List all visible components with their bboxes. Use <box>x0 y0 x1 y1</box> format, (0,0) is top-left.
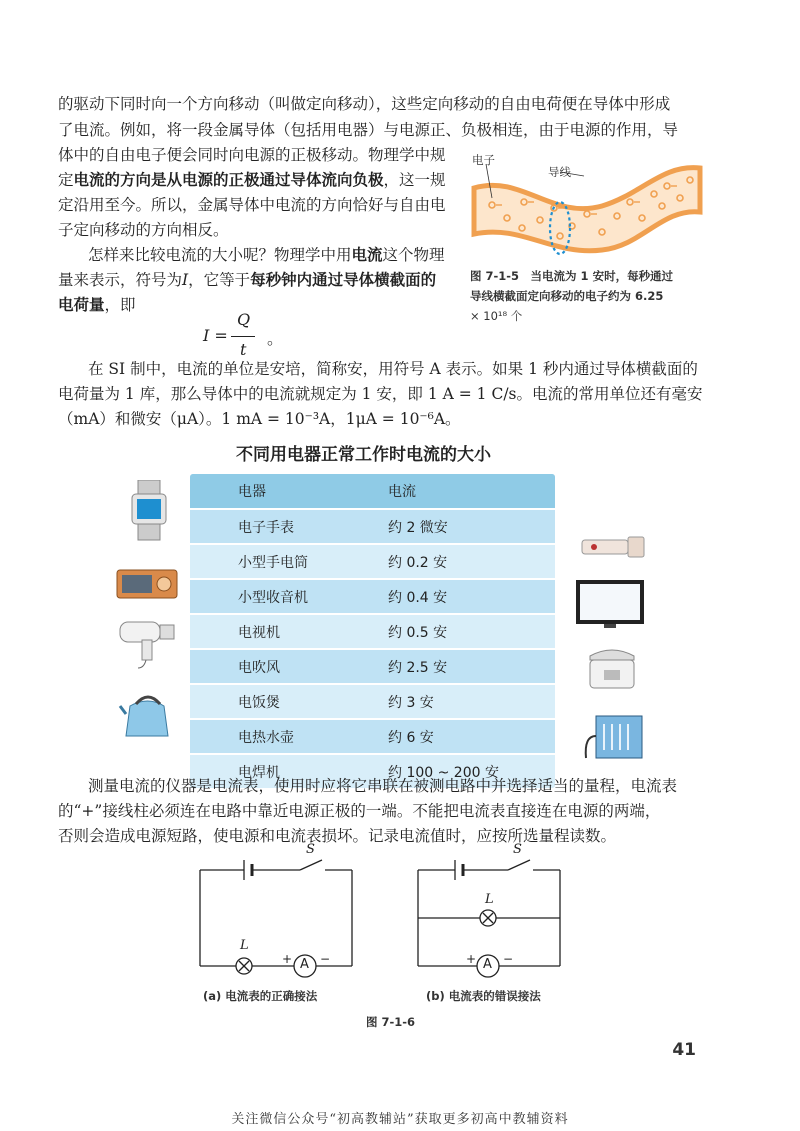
cell-current: 约 0.4 安 <box>388 589 448 606</box>
caption-circuit-a: (a) 电流表的正确接法 <box>203 989 318 1003</box>
page-number: 41 <box>672 1040 696 1060</box>
term-charge: 电荷量 <box>58 296 105 314</box>
para-line-6: 子定向移动的方向相反。 <box>58 221 229 239</box>
para-line-11: 电荷量为 1 库，那么导体中的电流就规定为 1 安，即 1 A = 1 C/s。电流的常用单位还有毫安 <box>58 385 703 403</box>
ammeter-label-b: A <box>483 957 492 972</box>
wire-body <box>474 168 700 251</box>
cell-device: 电饭煲 <box>238 694 280 711</box>
para-line-1: 的驱动下同时向一个方向移动（叫做定向移动），这些定向移动的自由电荷便在导体中形成 <box>58 95 671 113</box>
table-row <box>190 545 555 580</box>
cell-current: 约 6 安 <box>388 729 434 746</box>
circuit-diagrams <box>190 848 590 983</box>
label-electron: 电子 <box>472 153 495 167</box>
cell-current: 约 0.5 安 <box>388 624 448 641</box>
figure-7-1-6-caption: 图 7-1-6 <box>366 1015 416 1029</box>
current-direction-definition: 电流的方向是从电源的正极通过导体流向负极 <box>73 171 384 189</box>
current-definition: 每秒钟内通过导体横截面的 <box>250 271 437 289</box>
label-wire: 导线 <box>548 165 571 179</box>
para-line-5: 定沿用至今。所以，金属导体中电流的方向恰好与自由电 <box>58 196 446 214</box>
para-line-4-c: ，这一规 <box>383 171 446 189</box>
table-row <box>190 685 555 720</box>
wire-illustration <box>462 150 707 260</box>
cell-device: 电焊机 <box>238 764 280 781</box>
formula-end: 。 <box>267 329 284 348</box>
para-line-7 <box>88 243 445 267</box>
cell-device: 电视机 <box>238 624 280 641</box>
cell-current: 约 2 微安 <box>388 519 448 536</box>
kettle-icon <box>118 688 176 740</box>
lamp-label-a: L <box>240 938 249 953</box>
para-line-15: 否则会造成电源短路，使电源和电流表损坏。记录电流值时，应按所选量程读数。 <box>58 827 617 845</box>
plus-label-b: + <box>466 952 477 966</box>
minus-label-b: − <box>503 952 514 966</box>
ammeter-label-a: A <box>300 957 309 972</box>
para-line-13: 测量电流的仪器是电流表，使用时应将它串联在被测电路中并选择适当的量程，电流表 <box>88 777 678 795</box>
flashlight-icon <box>580 534 646 560</box>
cell-device: 小型收音机 <box>238 589 308 606</box>
para-line-4-a: 定 <box>58 171 74 189</box>
switch-label-b: S <box>513 842 522 857</box>
cell-current: 约 100 ~ 200 安 <box>388 764 499 781</box>
para-line-9 <box>58 293 136 317</box>
para-line-9-b: ，即 <box>104 296 136 314</box>
caption-circuit-b: (b) 电流表的错误接法 <box>426 989 541 1003</box>
table-row <box>190 580 555 615</box>
cell-device: 小型手电筒 <box>238 554 308 571</box>
radio-icon <box>116 566 178 600</box>
switch-label-a: S <box>306 842 315 857</box>
para-line-14: 的“+”接线柱必须连在电路中靠近电源正极的一端。不能把电流表直接连在电源的两端， <box>58 802 661 820</box>
para-line-8-a: 量来表示，符号为 <box>58 271 183 289</box>
para-line-8-b: ，它等于 <box>188 271 251 289</box>
table-row <box>190 615 555 650</box>
para-line-10: 在 SI 制中，电流的单位是安培，简称安，用符号 A 表示。如果 1 秒内通过导体横截面的 <box>88 360 698 378</box>
figure-7-1-5-caption <box>470 266 673 326</box>
footer-note: 关注微信公众号“初高教辅站”获取更多初高中教辅资料 <box>231 1112 569 1127</box>
formula-numerator: Q <box>237 310 251 329</box>
lamp-label-b: L <box>485 892 494 907</box>
para-line-8 <box>58 268 436 292</box>
table-header-row <box>190 474 555 510</box>
para-line-4 <box>58 168 446 192</box>
cell-current: 约 3 安 <box>388 694 434 711</box>
tv-icon <box>574 578 646 630</box>
formula-lhs: I = <box>203 326 228 345</box>
plus-label-a: + <box>282 952 293 966</box>
caption-line-2: 导线横截面定向移动的电子约为 6.25 <box>470 289 664 303</box>
table-row <box>190 650 555 685</box>
table-row <box>190 720 555 755</box>
header-device: 电器 <box>238 484 266 500</box>
para-line-2: 了电流。例如，将一段金属导体（包括用电器）与电源正、负极相连，由于电源的作用，导 <box>58 121 679 139</box>
cell-device: 电吹风 <box>238 659 280 676</box>
table-row <box>190 510 555 545</box>
cell-device: 电热水壶 <box>238 729 294 746</box>
rice-cooker-icon <box>584 642 640 692</box>
para-line-7-a: 怎样来比较电流的大小呢？物理学中用 <box>88 246 352 264</box>
fraction-bar <box>231 336 255 337</box>
term-current: 电流 <box>351 246 383 264</box>
cell-current: 约 2.5 安 <box>388 659 448 676</box>
para-line-12: （mA）和微安（μA）。1 mA = 10⁻³A，1μA = 10⁻⁶A。 <box>58 410 461 428</box>
watch-icon <box>126 480 172 542</box>
symbol-I: I <box>182 271 189 289</box>
minus-label-a: − <box>320 952 331 966</box>
figure-7-1-5 <box>462 150 707 260</box>
cell-device: 电子手表 <box>238 519 294 536</box>
formula-denominator: t <box>240 340 247 359</box>
para-line-7-c: 这个物理 <box>382 246 445 264</box>
current-table <box>190 474 555 788</box>
caption-line-1: 图 7-1-5 当电流为 1 安时，每秒通过 <box>470 269 674 283</box>
header-current: 电流 <box>388 484 416 500</box>
caption-line-3: × 10¹⁸ 个 <box>470 309 523 323</box>
cell-current: 约 0.2 安 <box>388 554 448 571</box>
hair-dryer-icon <box>116 616 178 670</box>
welder-icon <box>582 706 648 764</box>
table-title: 不同用电器正常工作时电流的大小 <box>236 445 491 465</box>
para-line-3: 体中的自由电子便会同时向电源的正极移动。物理学中规 <box>58 146 446 164</box>
